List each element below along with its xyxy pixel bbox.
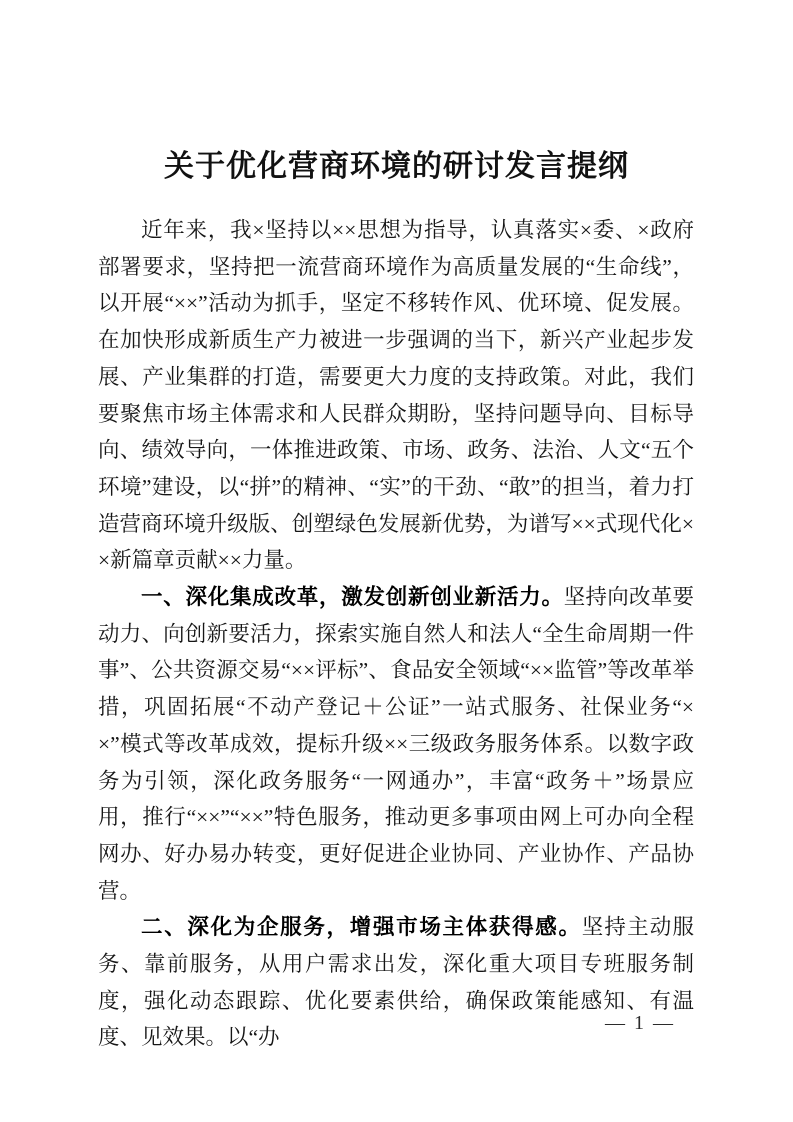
paragraph-intro-text: 近年来，我×坚持以××思想为指导，认真落实×委、×政府部署要求，坚持把一流营商环境作为高质量发展的“生命线”，以开展“××”活动为抓手，坚定不移转作风、优环境、促发展。在加快形成新质生产力被进一步强调的当下，新兴产业起步发展、产业集群的打造，需要更大力度的支持政策。对此，我们要聚焦市场主体需求和人民群众期盼，坚持问题导向、目标导向、绩效导向，一体推进政策、市场、政务、法治、人文“五个环境”建设，以“拼”的精神、“实”的干劲、“敢”的担当，着力打造营商环境升级版、创塑绿色发展新优势，为谱写××式现代化××新篇章贡献××力量。: [98, 218, 694, 573]
page-number: — 1 —: [605, 1012, 675, 1034]
section-1-text: 坚持向改革要动力、向创新要活力，探索实施自然人和法人“全生命周期一件事”、公共资源交易“××评标”、食品安全领域“××监管”等改革举措，巩固拓展“不动产登记＋公证”一站式服务、社保业务“××”模式等改革成效，提标升级××三级政务服务体系。以数字政务为引领，深化政务服务“一网通办”，丰富“政务＋”场景应用，推行“××”“××”特色服务，推动更多事项由网上可办向全程网办、好办易办转变，更好促进企业协同、产业协作、产品协营。: [98, 585, 694, 903]
paragraph-intro: [98, 212, 694, 579]
section-2-text: 坚持主动服务、靠前服务，从用户需求出发，深化重大项目专班服务制度，强化动态跟踪、优化要素供给，确保政策能感知、有温度、见效果。以“办: [98, 915, 694, 1050]
paragraph-section-1: [98, 579, 694, 909]
document-title: 关于优化营商环境的研讨发言提纲: [164, 150, 629, 183]
document-body: [98, 212, 694, 1056]
section-2-heading: 二、深化为企服务，增强市场主体获得感。: [141, 915, 582, 940]
section-1-heading: 一、深化集成改革，激发创新创业新活力。: [141, 585, 564, 610]
